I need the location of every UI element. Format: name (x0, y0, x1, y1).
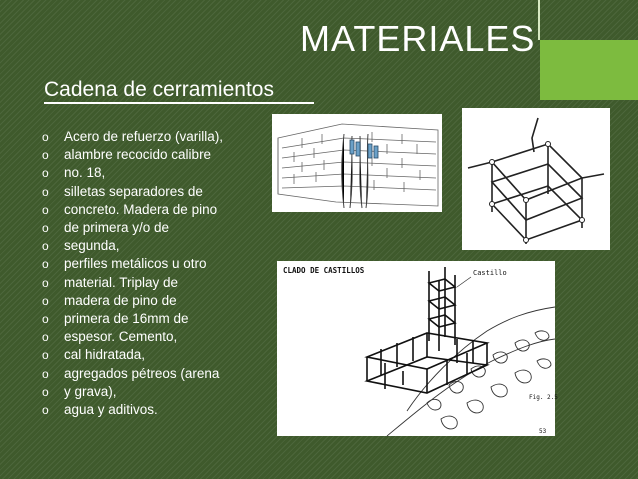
list-item-text: cal hidratada, (64, 347, 146, 363)
subtitle-underline (44, 102, 314, 104)
list-item (42, 219, 272, 237)
accent-square (540, 40, 638, 100)
list-item (42, 310, 272, 328)
list-item (42, 201, 272, 219)
list-item-text: madera de pino de (64, 292, 177, 308)
list-item-text: segunda, (64, 238, 120, 254)
bullet-marker-icon: o (42, 312, 49, 327)
list-item (42, 237, 272, 255)
list-item (42, 146, 272, 164)
bullet-marker-icon: o (42, 384, 49, 399)
castillo-illustration (277, 261, 558, 436)
list-item-text: concreto. Madera de pino (64, 201, 218, 217)
castillo-heading: CLADO DE CASTILLOS (283, 266, 365, 275)
brick-wall-drawing (272, 114, 442, 212)
bullet-marker-icon: o (42, 293, 49, 308)
castillo-label: Castillo (473, 269, 507, 277)
bullet-marker-icon: o (42, 330, 49, 345)
bullet-marker-icon: o (42, 202, 49, 217)
bullet-marker-icon: o (42, 239, 49, 254)
bullet-marker-icon: o (42, 221, 49, 236)
list-item-text: perfiles metálicos u otro (64, 256, 207, 272)
list-item-text: silletas separadores de (64, 183, 203, 199)
list-item (42, 255, 272, 273)
slide-subtitle: Cadena de cerramientos (44, 78, 274, 101)
list-item (42, 401, 272, 419)
page-number: 53 (539, 428, 547, 435)
bullet-marker-icon: o (42, 275, 49, 290)
list-item (42, 274, 272, 292)
list-item (42, 346, 272, 364)
list-item (42, 365, 272, 383)
rebar-cage-illustration (462, 108, 610, 250)
rebar-cage-drawing (462, 108, 610, 250)
list-item (42, 164, 272, 182)
list-item (42, 128, 272, 146)
list-item-text: material. Triplay de (64, 274, 179, 290)
list-item-text: espesor. Cemento, (64, 329, 178, 345)
list-item-text: agua y aditivos. (64, 402, 158, 418)
list-item-text: de primera y/o de (64, 220, 170, 236)
castillo-drawing (277, 261, 558, 436)
bullet-marker-icon: o (42, 148, 49, 163)
list-item (42, 183, 272, 201)
bullet-marker-icon: o (42, 403, 49, 418)
list-item-text: y grava), (64, 383, 117, 399)
bullet-marker-icon: o (42, 130, 49, 144)
list-item-text: primera de 16mm de (64, 311, 189, 327)
list-item (42, 292, 272, 310)
list-item (42, 328, 272, 346)
accent-strip (538, 0, 540, 40)
list-item-text: Acero de refuerzo (varilla), (64, 129, 224, 144)
list-item-text: no. 18, (64, 165, 106, 181)
bullet-marker-icon: o (42, 257, 49, 272)
list-item-text: agregados pétreos (arena (64, 365, 220, 381)
brick-wall-illustration (272, 114, 442, 212)
bullet-marker-icon: o (42, 184, 49, 199)
list-item (42, 383, 272, 401)
bullet-marker-icon: o (42, 366, 49, 381)
materials-list (42, 128, 272, 419)
list-item-text: alambre recocido calibre (64, 147, 212, 163)
figure-number: Fig. 2.5 (529, 394, 558, 401)
slide-title: MATERIALES (300, 18, 536, 59)
bullet-marker-icon: o (42, 166, 49, 181)
bullet-marker-icon: o (42, 348, 49, 363)
